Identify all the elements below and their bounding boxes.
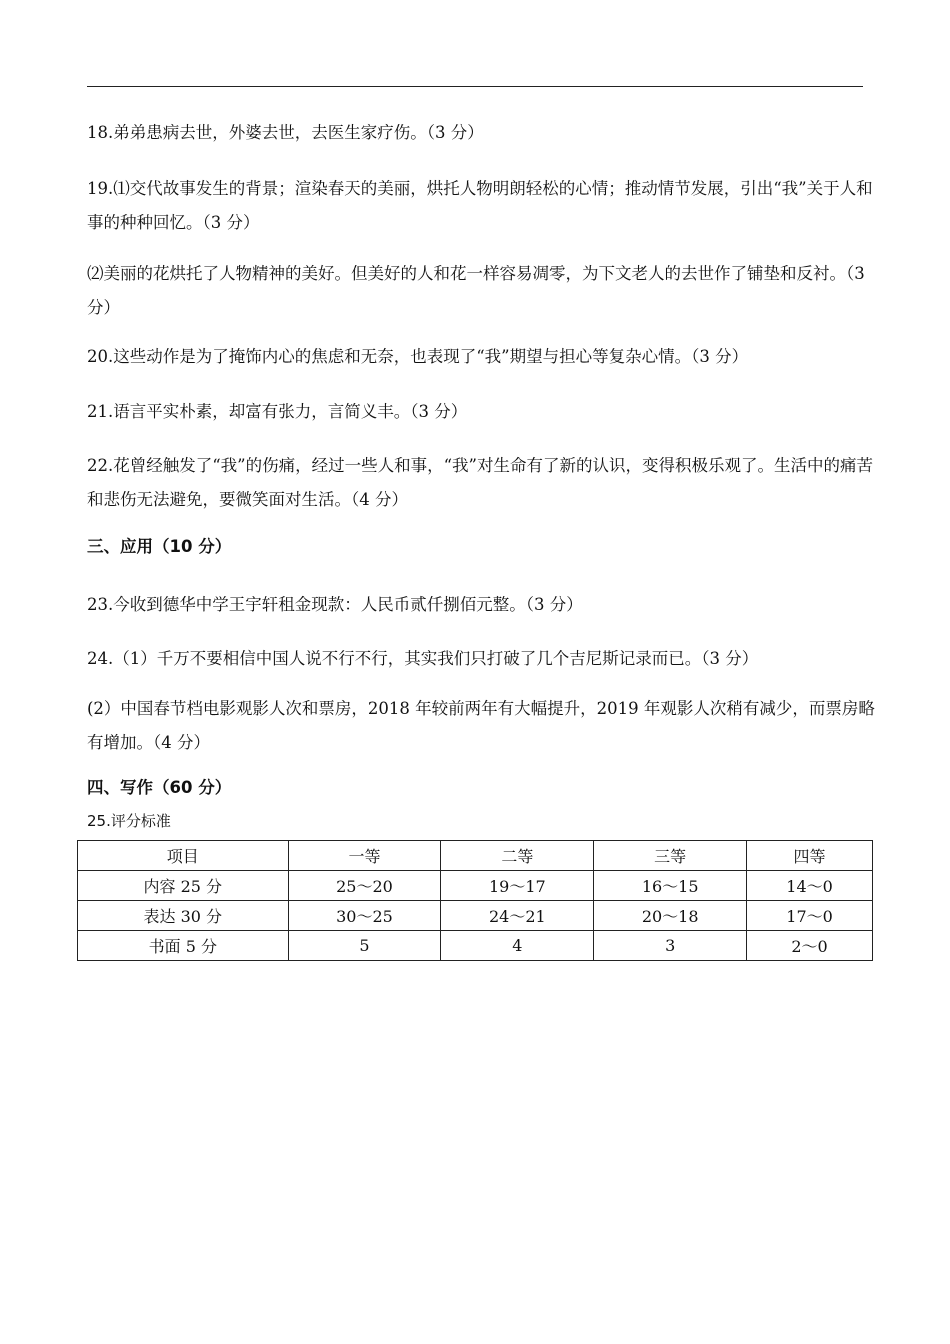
section-3-heading: 三、应用（10 分） bbox=[87, 537, 232, 556]
table-cell: 表达 30 分 bbox=[78, 901, 289, 931]
table-cell: 24～21 bbox=[441, 901, 594, 931]
table-cell: 20～18 bbox=[594, 901, 747, 931]
answer-24-1: 24.（1）千万不要相信中国人说不行不行，其实我们只打破了几个吉尼斯记录而已。（3 分） bbox=[87, 649, 759, 668]
table-cell: 25～20 bbox=[288, 871, 441, 901]
section-4-heading: 四、写作（60 分） bbox=[87, 778, 232, 797]
table-cell: 内容 25 分 bbox=[78, 871, 289, 901]
table-row bbox=[78, 931, 873, 961]
answer-21: 21.语言平实朴素，却富有张力，言简义丰。（3 分） bbox=[87, 402, 468, 421]
table-header-row bbox=[78, 841, 873, 871]
table-header-cell: 三等 bbox=[594, 841, 747, 871]
table-cell: 2～0 bbox=[747, 931, 873, 961]
table-row bbox=[78, 871, 873, 901]
answer-19-2: ⑵美丽的花烘托了人物精神的美好。但美好的人和花一样容易凋零，为下文老人的去世作了铺垫和反衬。（3 分） bbox=[87, 264, 865, 317]
answer-23: 23.今收到德华中学王宇轩租金现款：人民币贰仟捌佰元整。（3 分） bbox=[87, 595, 583, 614]
table-header-cell: 二等 bbox=[441, 841, 594, 871]
table-cell: 书面 5 分 bbox=[78, 931, 289, 961]
table-cell: 19～17 bbox=[441, 871, 594, 901]
table-cell: 3 bbox=[594, 931, 747, 961]
grading-table bbox=[77, 840, 873, 961]
table-row bbox=[78, 901, 873, 931]
answer-22: 22.花曾经触发了“我”的伤痛，经过一些人和事，“我”对生命有了新的认识，变得积极乐观了。生活中的痛苦和悲伤无法避免，要微笑面对生活。（4 分） bbox=[87, 456, 873, 509]
table-cell: 16～15 bbox=[594, 871, 747, 901]
table-header-cell: 四等 bbox=[747, 841, 873, 871]
answer-20: 20.这些动作是为了掩饰内心的焦虑和无奈，也表现了“我”期望与担心等复杂心情。（3 分） bbox=[87, 347, 749, 366]
table-cell: 14～0 bbox=[747, 871, 873, 901]
answer-18: 18.弟弟患病去世，外婆去世，去医生家疗伤。（3 分） bbox=[87, 123, 484, 142]
table-header-cell: 一等 bbox=[288, 841, 441, 871]
answer-25-label: 25.评分标准 bbox=[87, 812, 171, 830]
answer-24-2: (2）中国春节档电影观影人次和票房，2018 年较前两年有大幅提升，2019 年观影人次稍有减少，而票房略有增加。（4 分） bbox=[87, 699, 875, 752]
table-cell: 5 bbox=[288, 931, 441, 961]
table-header-cell: 项目 bbox=[78, 841, 289, 871]
table-cell: 4 bbox=[441, 931, 594, 961]
table-cell: 30～25 bbox=[288, 901, 441, 931]
answer-19-1: 19.⑴交代故事发生的背景；渲染春天的美丽，烘托人物明朗轻松的心情；推动情节发展，引出“我”关于人和事的种种回忆。（3 分） bbox=[87, 179, 873, 232]
table-cell: 17～0 bbox=[747, 901, 873, 931]
top-divider bbox=[87, 86, 863, 87]
